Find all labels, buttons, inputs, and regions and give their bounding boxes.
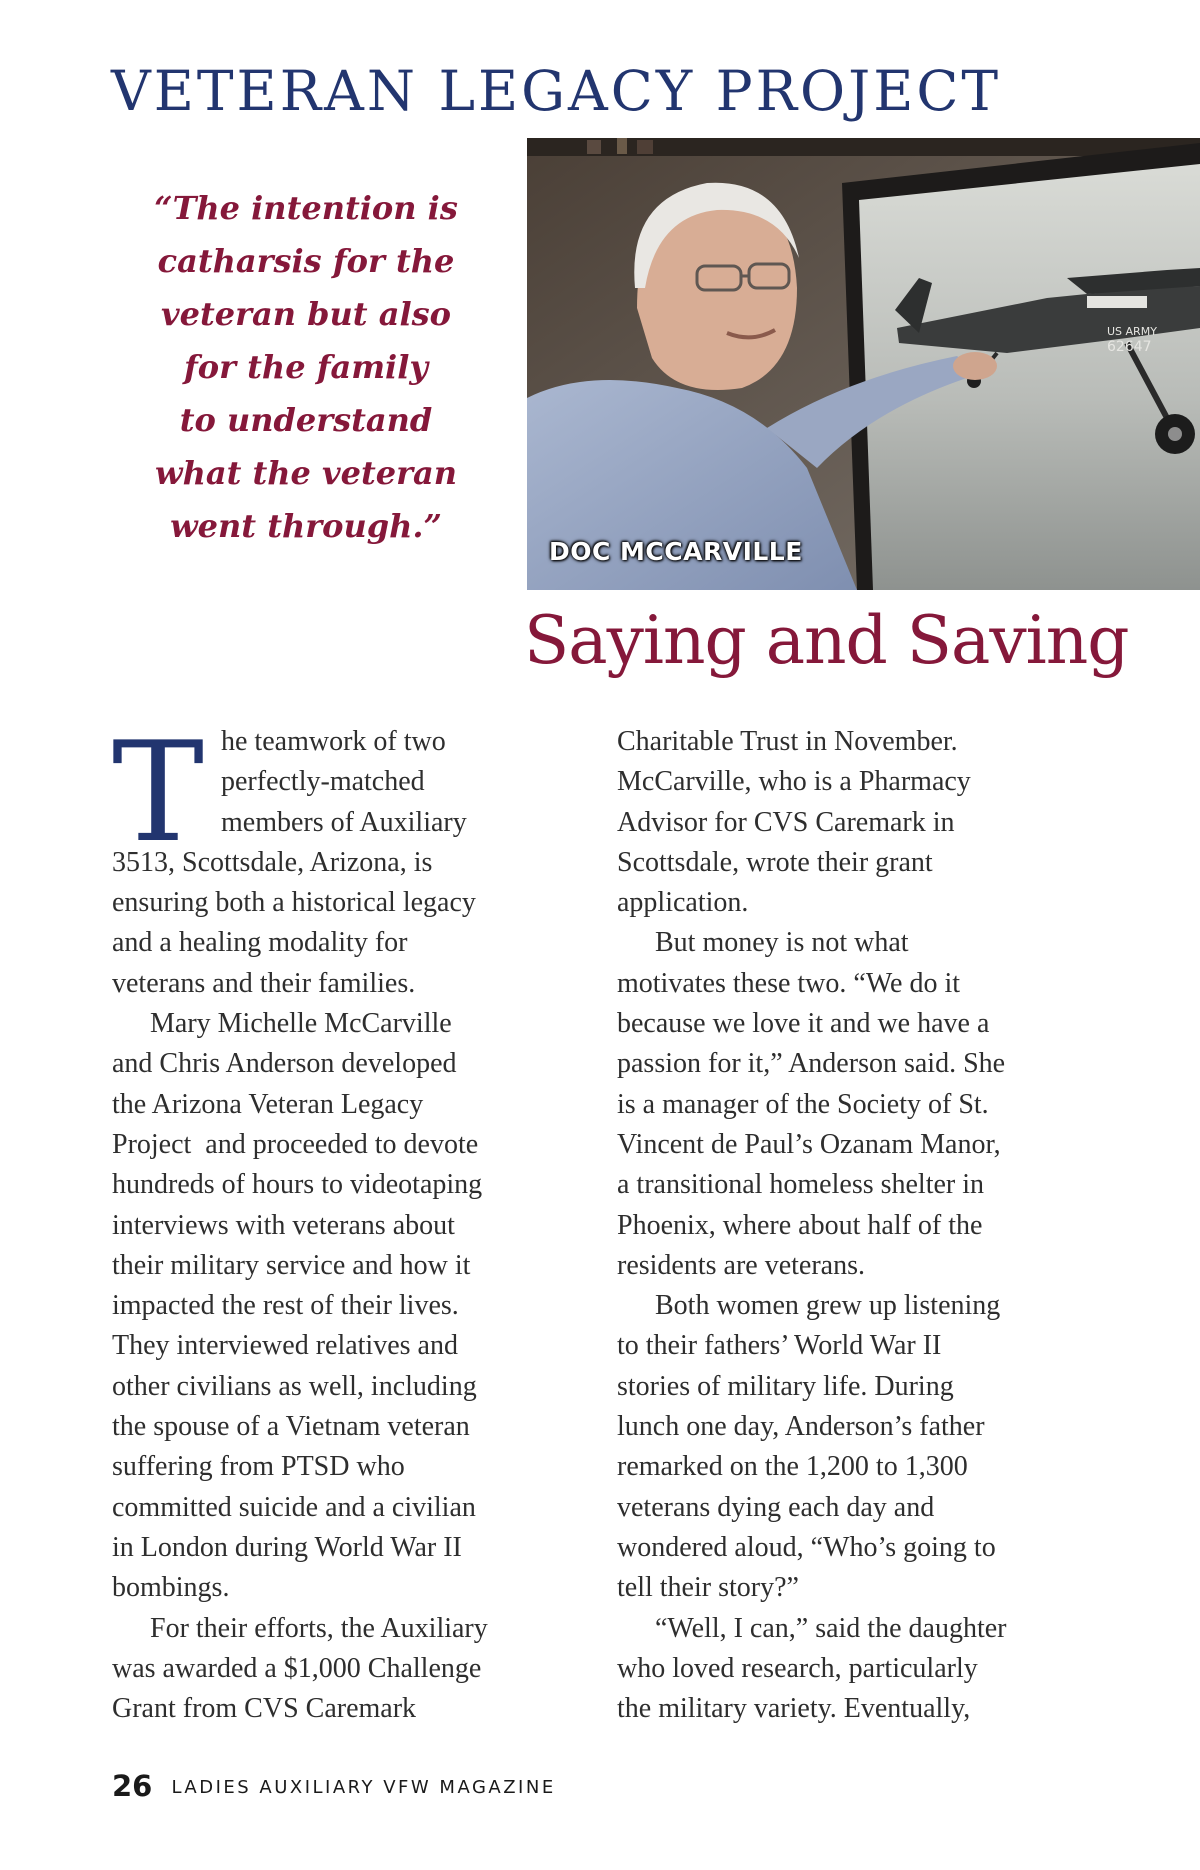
- photo-illustration: [527, 138, 1200, 590]
- plane-number: 62647: [1107, 339, 1152, 355]
- text-line: veterans dying each day and: [617, 1491, 935, 1523]
- text-line: Vincent de Paul’s Ozanam Manor,: [617, 1128, 1001, 1160]
- text-line: But money is not what: [655, 927, 909, 959]
- text-line: “Well, I can,” said the daughter: [655, 1612, 1007, 1644]
- text-line: Advisor for CVS Caremark in: [617, 806, 955, 838]
- text-line: impacted the rest of their lives.: [112, 1290, 459, 1322]
- text-line: to their fathers’ World War II: [617, 1330, 942, 1362]
- text-line: who loved research, particularly: [617, 1652, 978, 1684]
- text-line: Phoenix, where about half of the: [617, 1209, 983, 1241]
- text-line: and Chris Anderson developed: [112, 1048, 457, 1080]
- text-line: Scottsdale, wrote their grant: [617, 846, 933, 878]
- text-line: wondered aloud, “Who’s going to: [617, 1531, 996, 1563]
- page-footer: [112, 1769, 556, 1803]
- text-line: was awarded a $1,000 Challenge: [112, 1652, 482, 1684]
- pull-quote-line: veteran but also: [161, 295, 451, 333]
- text-line: veterans and their families.: [112, 967, 416, 999]
- pull-quote-line: for the family: [184, 348, 428, 386]
- article-column-left: [112, 712, 582, 1729]
- text-line: in London during World War II: [112, 1531, 462, 1563]
- text-line: the spouse of a Vietnam veteran: [112, 1411, 470, 1443]
- text-line: committed suicide and a civilian: [112, 1491, 476, 1523]
- text-line: 3513, Scottsdale, Arizona, is: [112, 846, 433, 878]
- text-line: passion for it,” Anderson said. She: [617, 1048, 1006, 1080]
- text-line: perfectly-matched: [221, 766, 425, 798]
- text-line: residents are veterans.: [617, 1249, 865, 1281]
- text-line: he teamwork of two: [221, 726, 446, 757]
- text-line: lunch one day, Anderson’s father: [617, 1411, 985, 1443]
- section-title: VETERAN LEGACY PROJECT: [111, 59, 1002, 123]
- plane-marking: US ARMY: [1107, 325, 1157, 338]
- veteran-photo: [527, 138, 1200, 590]
- text-line: the military variety. Eventually,: [617, 1693, 971, 1725]
- pull-quote-line: to understand: [179, 401, 433, 439]
- text-line: suffering from PTSD who: [112, 1451, 405, 1483]
- text-line: They interviewed relatives and: [112, 1330, 458, 1362]
- text-line: For their efforts, the Auxiliary: [150, 1612, 488, 1644]
- article-column-right: [617, 722, 1087, 1729]
- page-number: 26: [112, 1769, 153, 1803]
- text-line: members of Auxiliary: [221, 806, 467, 838]
- text-line: a transitional homeless shelter in: [617, 1169, 985, 1201]
- text-line: Both women grew up listening: [655, 1290, 1001, 1322]
- text-line: other civilians as well, including: [112, 1370, 477, 1402]
- text-line: their military service and how it: [112, 1249, 471, 1281]
- pull-quote: [130, 182, 482, 553]
- text-line: remarked on the 1,200 to 1,300: [617, 1451, 968, 1483]
- drop-cap: T: [112, 712, 205, 873]
- text-line: Mary Michelle McCarville: [150, 1008, 452, 1040]
- magazine-name: LADIES AUXILIARY VFW MAGAZINE: [171, 1777, 556, 1798]
- text-line: Grant from CVS Caremark: [112, 1693, 417, 1725]
- text-line: McCarville, who is a Pharmacy: [617, 766, 971, 798]
- text-line: interviews with veterans about: [112, 1209, 455, 1241]
- text-line: the Arizona Veteran Legacy: [112, 1088, 424, 1120]
- pull-quote-line: what the veteran: [155, 454, 457, 492]
- text-line: hundreds of hours to videotaping: [112, 1169, 483, 1201]
- text-line: and a healing modality for: [112, 927, 408, 959]
- text-line: motivates these two. “We do it: [617, 967, 960, 999]
- photo-caption: DOC MCCARVILLE: [549, 537, 803, 566]
- text-line: Charitable Trust in November.: [617, 726, 958, 757]
- text-line: bombings.: [112, 1572, 230, 1604]
- text-line: application.: [617, 887, 749, 919]
- pull-quote-line: “The intention is: [154, 189, 458, 227]
- text-line: tell their story?”: [617, 1572, 799, 1604]
- pull-quote-line: catharsis for the: [157, 242, 455, 280]
- text-line: stories of military life. During: [617, 1370, 954, 1402]
- text-line: ensuring both a historical legacy: [112, 887, 476, 919]
- text-line: because we love it and we have a: [617, 1008, 990, 1040]
- article-headline: Saying and Saving: [524, 602, 1129, 679]
- text-line: is a manager of the Society of St.: [617, 1088, 989, 1120]
- text-line: Project and proceeded to devote: [112, 1128, 479, 1160]
- pull-quote-line: went through.”: [170, 507, 442, 545]
